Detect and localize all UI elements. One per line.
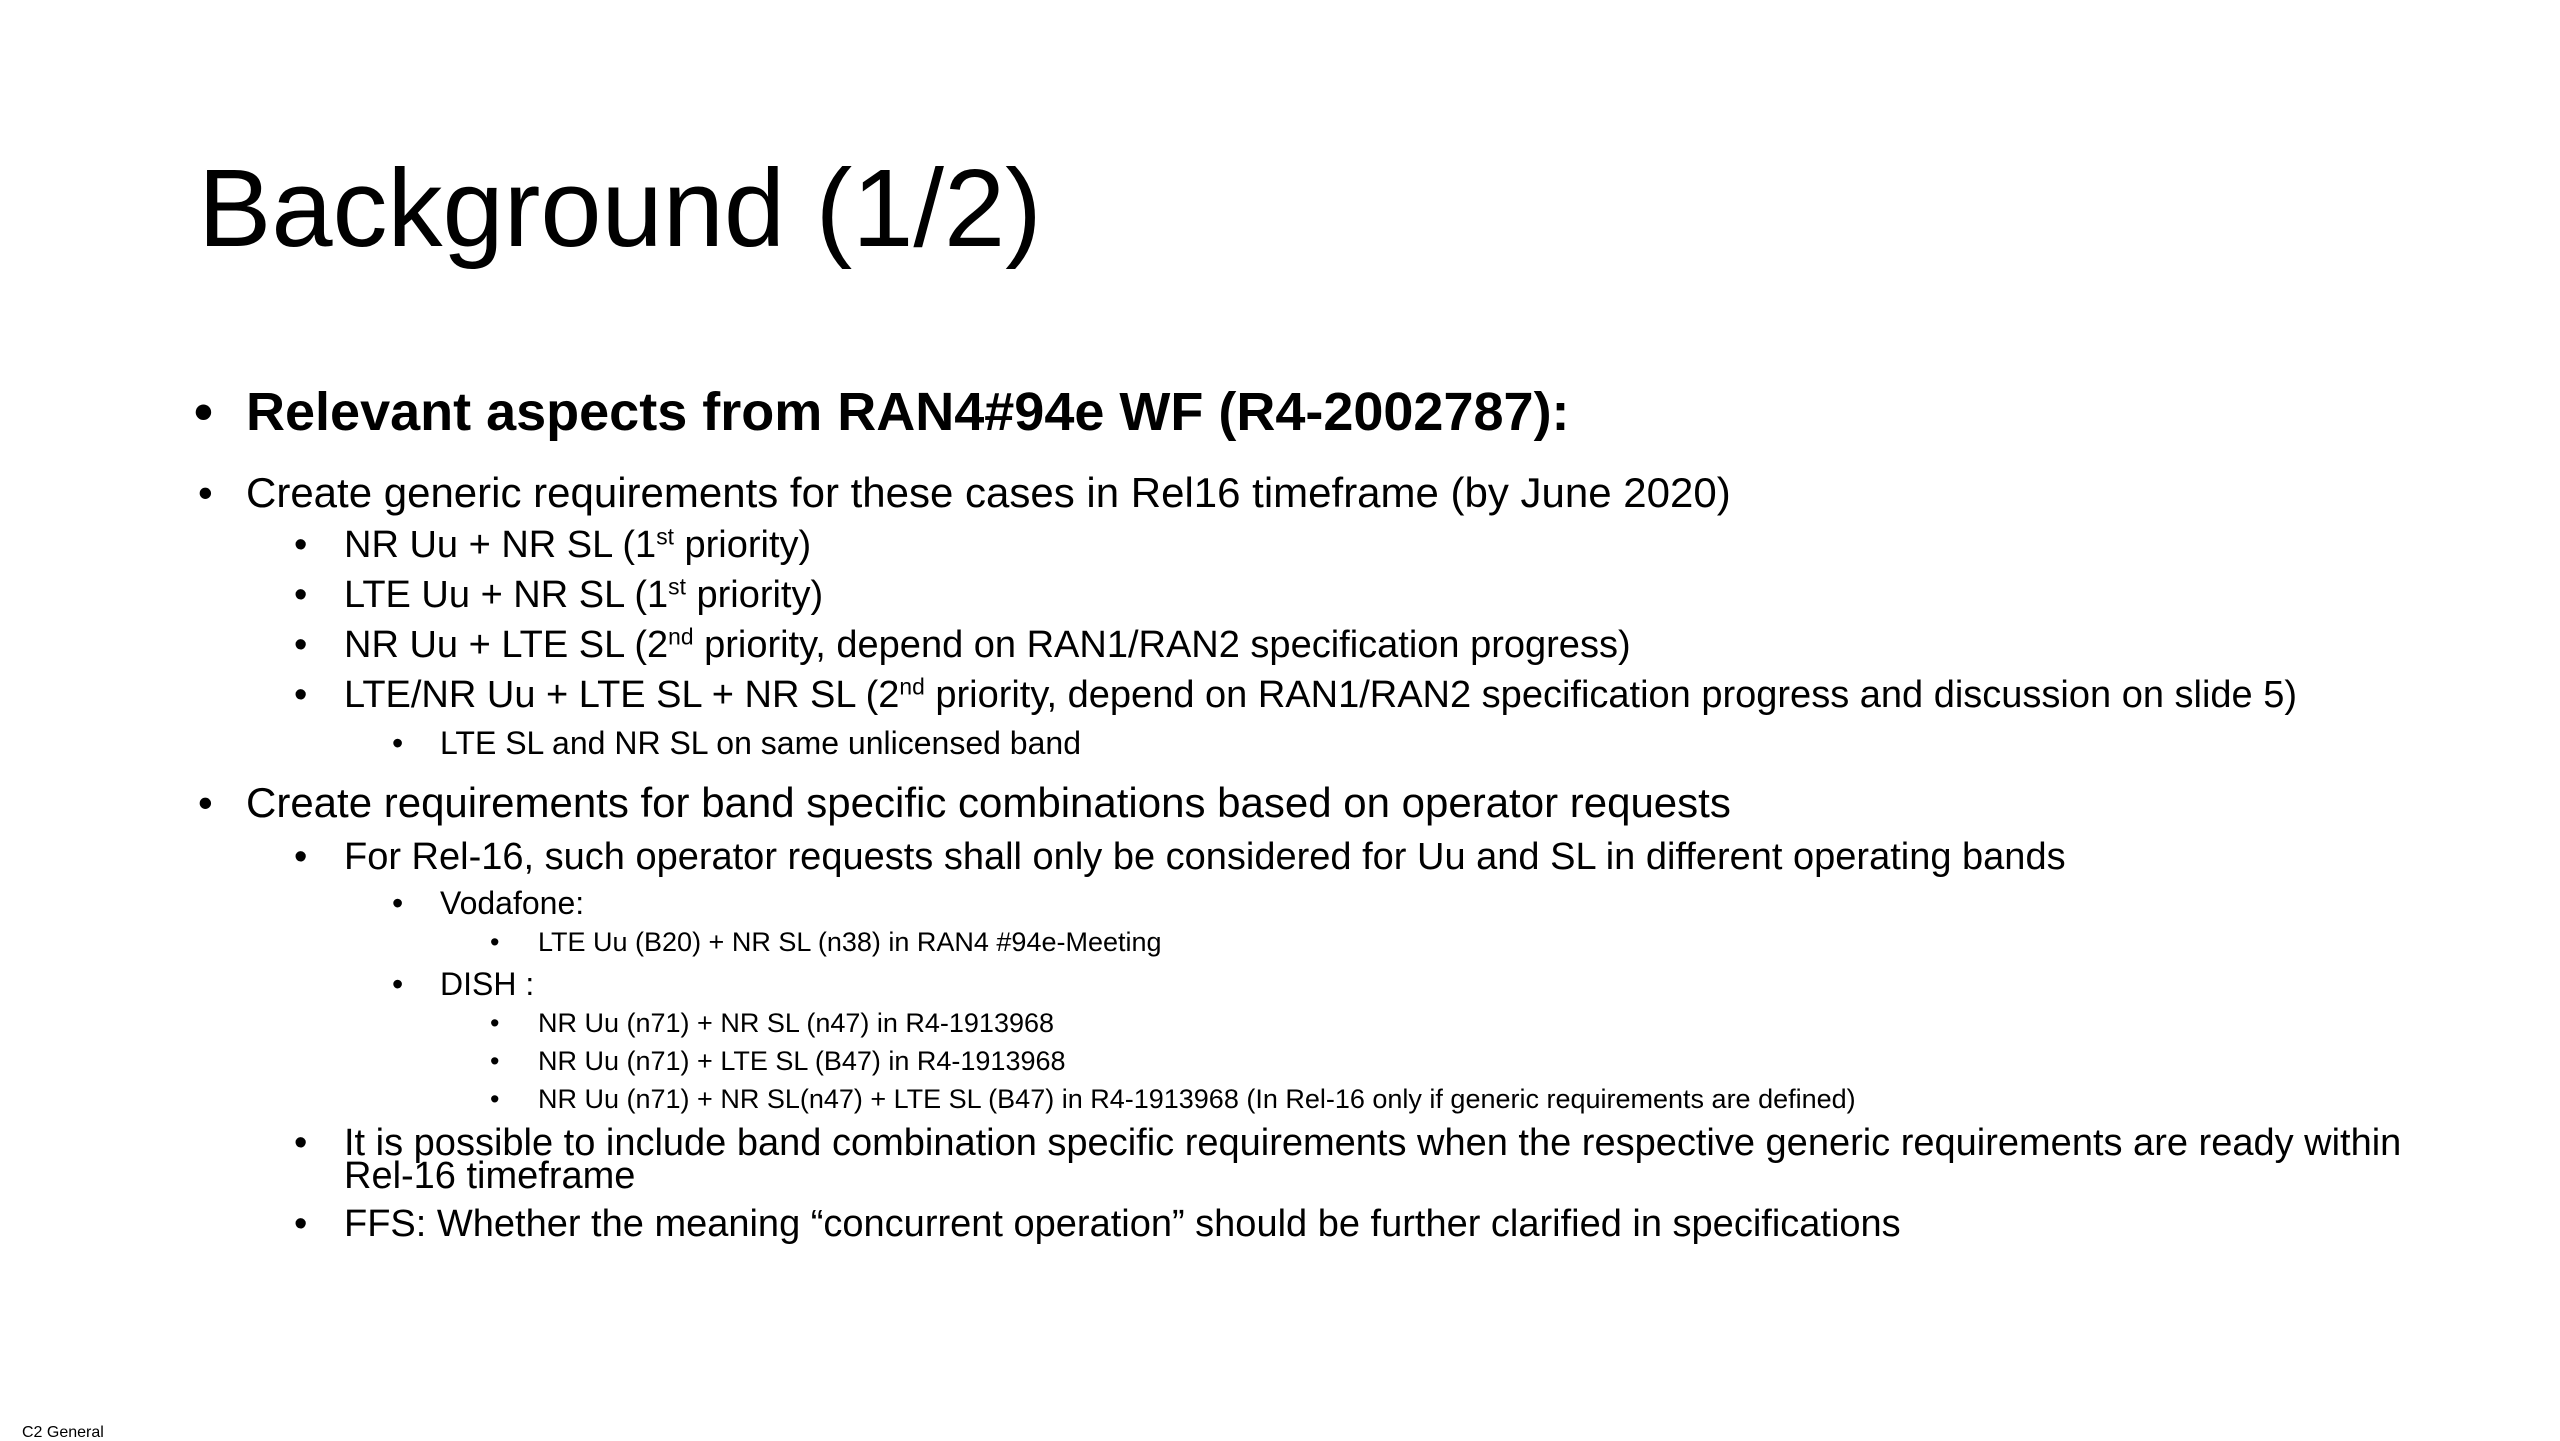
bullet-glyph: • <box>294 836 308 878</box>
possible-text-line1: It is possible to include band combination specific requirements when the respective generic requirements are ready within <box>344 1122 2402 1164</box>
bullet-glyph: • <box>490 1008 500 1038</box>
heading-text: Relevant aspects from RAN4#94e WF (R4-2002787): <box>246 382 1570 442</box>
possible-text-line2: Rel-16 timeframe <box>344 1155 636 1197</box>
bullet-glyph: • <box>294 674 308 716</box>
bullet-glyph: • <box>490 1084 500 1114</box>
bullet-glyph: • <box>392 966 404 1002</box>
dish-text: DISH : <box>440 966 535 1002</box>
rel16-text: For Rel-16, such operator requests shall only be considered for Uu and SL in different operating bands <box>344 836 2066 878</box>
g4-sub-text: LTE SL and NR SL on same unlicensed band <box>440 725 1081 761</box>
bullet-glyph: • <box>294 1122 308 1164</box>
bullet-glyph: • <box>490 927 500 957</box>
dish-2-text: NR Uu (n71) + LTE SL (B47) in R4-1913968 <box>538 1046 1066 1076</box>
bullet-glyph: • <box>294 524 308 566</box>
dish-3-text: NR Uu (n71) + NR SL(n47) + LTE SL (B47) in R4-1913968 (In Rel-16 only if generic requirements are defined) <box>538 1084 1856 1114</box>
bullet-glyph: • <box>198 469 213 516</box>
generic-text: Create generic requirements for these cases in Rel16 timeframe (by June 2020) <box>246 469 1731 516</box>
bullet-glyph: • <box>294 1203 308 1245</box>
footer-label: C2 General <box>22 1424 104 1441</box>
g3-text: NR Uu + LTE SL (2nd priority, depend on RAN1/RAN2 specification progress) <box>344 623 1631 666</box>
slide-title: Background (1/2) <box>198 147 1042 270</box>
g1-text: NR Uu + NR SL (1st priority) <box>344 523 812 566</box>
vodafone-1-text: LTE Uu (B20) + NR SL (n38) in RAN4 #94e-Meeting <box>538 927 1162 957</box>
band-specific-text: Create requirements for band specific combinations based on operator requests <box>246 779 1731 826</box>
bullet-glyph: • <box>392 885 404 921</box>
vodafone-text: Vodafone: <box>440 885 585 921</box>
bullet-glyph: • <box>294 574 308 616</box>
g4-text: LTE/NR Uu + LTE SL + NR SL (2nd priority, depend on RAN1/RAN2 specification progress and discussion on slide 5) <box>344 673 2298 716</box>
bullet-glyph: • <box>490 1046 500 1076</box>
bullet-glyph: • <box>392 725 404 761</box>
dish-1-text: NR Uu (n71) + NR SL (n47) in R4-1913968 <box>538 1008 1055 1038</box>
bullet-glyph: • <box>194 382 213 442</box>
bullet-glyph: • <box>294 624 308 666</box>
ffs-text: FFS: Whether the meaning “concurrent operation” should be further clarified in specifications <box>344 1203 1901 1245</box>
bullet-glyph: • <box>198 779 213 826</box>
g2-text: LTE Uu + NR SL (1st priority) <box>344 573 824 616</box>
